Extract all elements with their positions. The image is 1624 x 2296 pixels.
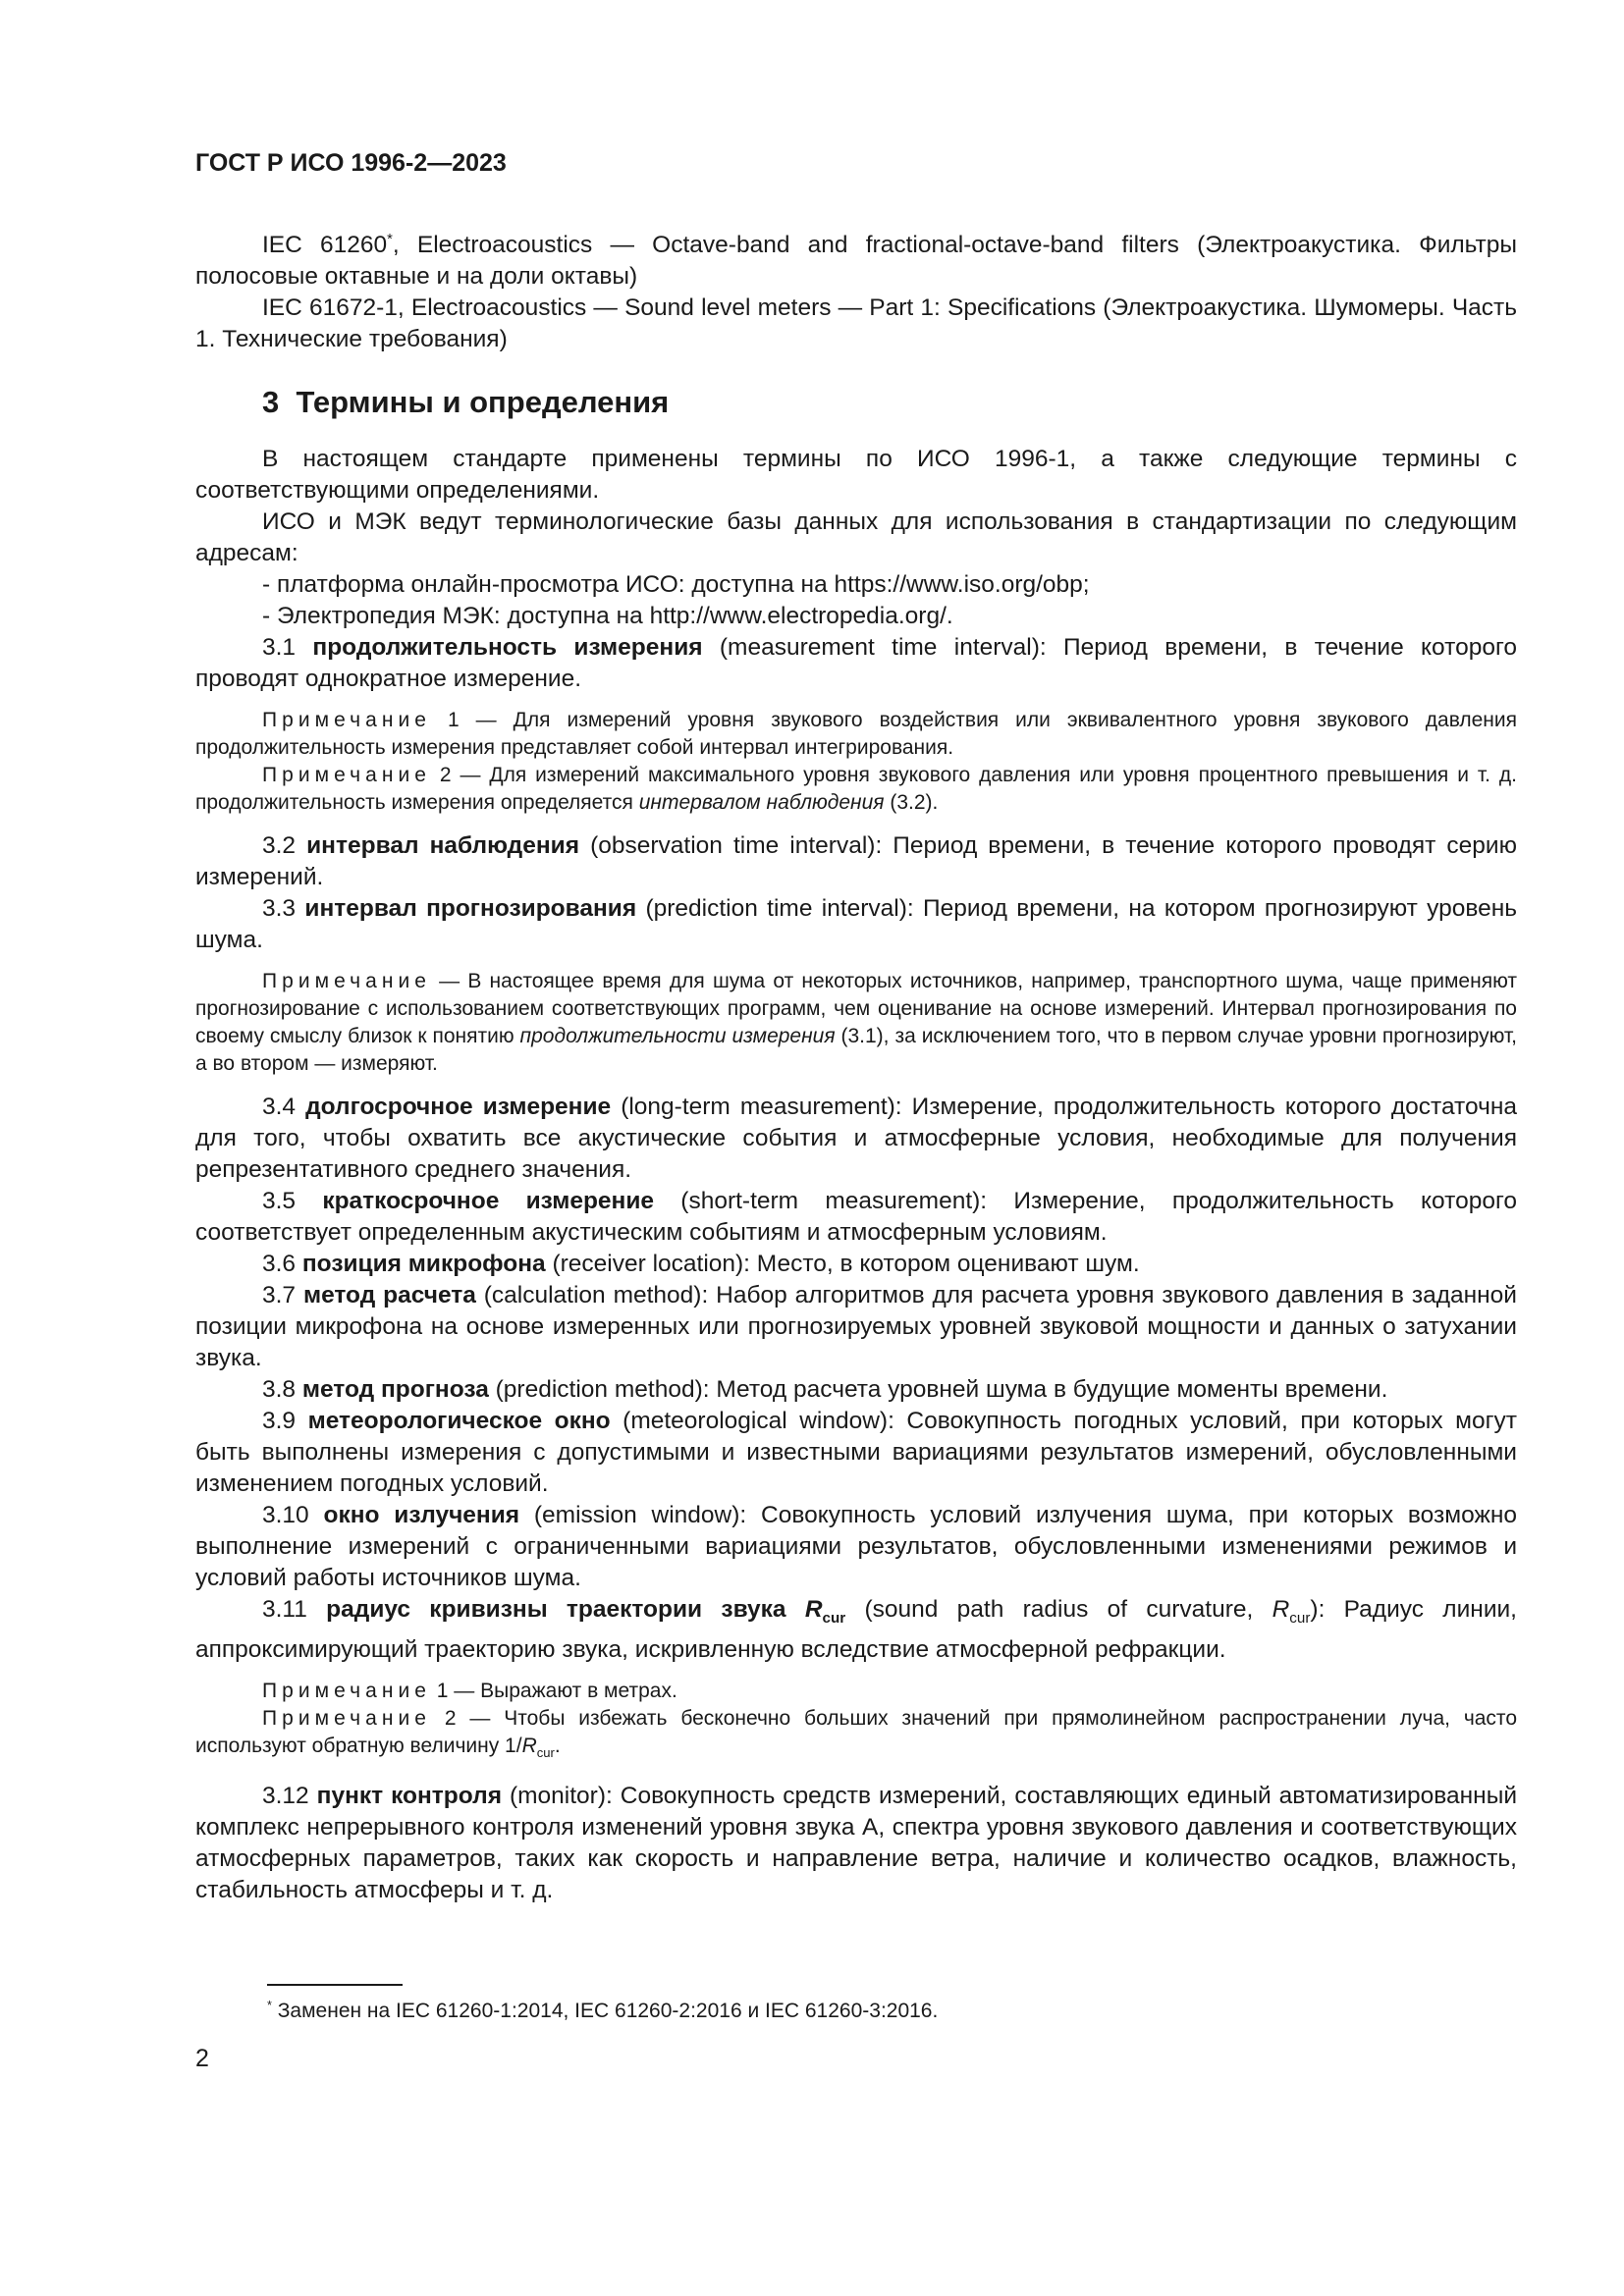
intro-paragraph: В настоящем стандарте применены термины по ИСО 1996-1, а также следующие термины с соответствующими определениями. <box>195 446 1517 505</box>
note-3-1-2: Примечание 2 — Для измерений максимального уровня звукового давления или уровня процентного превышения и т. д. продолжительность измерения определяется интервалом наблюдения (3.2). <box>195 764 1518 815</box>
note-3-11-1: Примечание 1 — Выражают в метрах. <box>262 1680 677 1703</box>
term-3-6: 3.6 позиция микрофона (receiver location): Место, в котором оценивают шум. <box>262 1251 1140 1278</box>
document-header: ГОСТ Р ИСО 1996-2—2023 <box>195 149 507 177</box>
term-3-9: 3.9 метеорологическое окно (meteorological window): Совокупность погодных условий, при которых могут быть выполнены измерения с допустимыми и известными вариациями результатов измерений, обусловленными изменением погодных условий. <box>195 1408 1517 1498</box>
page-number: 2 <box>195 2045 209 2072</box>
reference-iec-61260: IEC 61260*, Electroacoustics — Octave-band and fractional-octave-band filters (Электроакустика. Фильтры полосовые октавные и на доли октавы) <box>195 232 1517 291</box>
note-3-3: Примечание — В настоящее время для шума от некоторых источников, например, транспортного шума, чаще применяют прогнозирование с использованием соответствующих программ, чем оценивание на основе измерений. Интервал прогнозирования по своему смыслу близок к понятию продолжительности измерения (3.1), за исключением того, что в первом случае уровни прогнозируют, а во втором — измеряют. <box>195 970 1517 1076</box>
term-3-2: 3.2 интервал наблюдения (observation time interval): Период времени, в течение которого проводят серию измерений. <box>195 832 1517 891</box>
list-item: - платформа онлайн-просмотра ИСО: доступна на https://www.iso.org/obp; <box>262 571 1090 599</box>
term-3-4: 3.4 долгосрочное измерение (long-term measurement): Измерение, продолжительность которого достаточна для того, чтобы охватить все акустические события и атмосферные условия, необходимые для получения репрезентативного среднего значения. <box>195 1094 1517 1184</box>
list-item: - Электропедия МЭК: доступна на http://www.electropedia.org/. <box>262 603 953 630</box>
term-3-11: 3.11 радиус кривизны траектории звука $R_{cur}$ (sound path radius of curvature, $R_{cur}$): Радиус линии, аппроксимирующий траекторию звука, искривленную вследствие атмосферной рефракции. <box>195 1596 1517 1664</box>
footnote: * Заменен на IEC 61260-1:2014, IEC 61260-2:2016 и IEC 61260-3:2016. <box>267 1999 939 2022</box>
term-3-10: 3.10 окно излучения (emission window): Совокупность условий излучения шума, при которых возможно выполнение измерений с ограниченными вариациями результатов, обусловленными изменениями режимов и условий работы источников шума. <box>195 1502 1517 1592</box>
term-3-8: 3.8 метод прогноза (prediction method): Метод расчета уровней шума в будущие моменты времени. <box>262 1376 1388 1404</box>
term-3-1: 3.1 продолжительность измерения (measurement time interval): Период времени, в течение которого проводят однократное измерение. <box>195 634 1517 693</box>
note-3-11-2: Примечание 2 — Чтобы избежать бесконечно больших значений при прямолинейном распространении луча, часто используют обратную величину $1/R_{cur}$. <box>195 1707 1517 1761</box>
reference-iec-61672-1: IEC 61672-1, Electroacoustics — Sound level meters — Part 1: Specifications (Электроакустика. Шумомеры. Часть 1. Технические требования) <box>195 294 1518 353</box>
section-heading: 3 Термины и определения <box>262 385 670 420</box>
note-3-1-1: Примечание 1 — Для измерений уровня звукового воздействия или эквивалентного уровня звукового давления продолжительность измерения представляет собой интервал интегрирования. <box>195 709 1518 760</box>
intro-paragraph: ИСО и МЭК ведут терминологические базы данных для использования в стандартизации по следующим адресам: <box>195 508 1517 567</box>
term-3-3: 3.3 интервал прогнозирования (prediction time interval): Период времени, на котором прогнозируют уровень шума. <box>195 895 1518 954</box>
term-3-5: 3.5 краткосрочное измерение (short-term measurement): Измерение, продолжительность которого соответствует определенным акустическим событиям и атмосферным условиям. <box>195 1188 1517 1247</box>
term-3-7: 3.7 метод расчета (calculation method): Набор алгоритмов для расчета уровня звукового давления в заданной позиции микрофона на основе измеренных или прогнозируемых уровней звуковой мощности и данных о затухании звука. <box>195 1282 1517 1372</box>
term-3-12: 3.12 пункт контроля (monitor): Совокупность средств измерений, составляющих единый автоматизированный комплекс непрерывного контроля изменений уровня звука А, спектра уровня звукового давления и соответствующих атмосферных параметров, таких как скорость и направление ветра, наличие и количество осадков, влажность, стабильность атмосферы и т. д. <box>195 1783 1518 1904</box>
footnote-divider <box>267 1984 403 1986</box>
page-content <box>195 224 1517 1906</box>
